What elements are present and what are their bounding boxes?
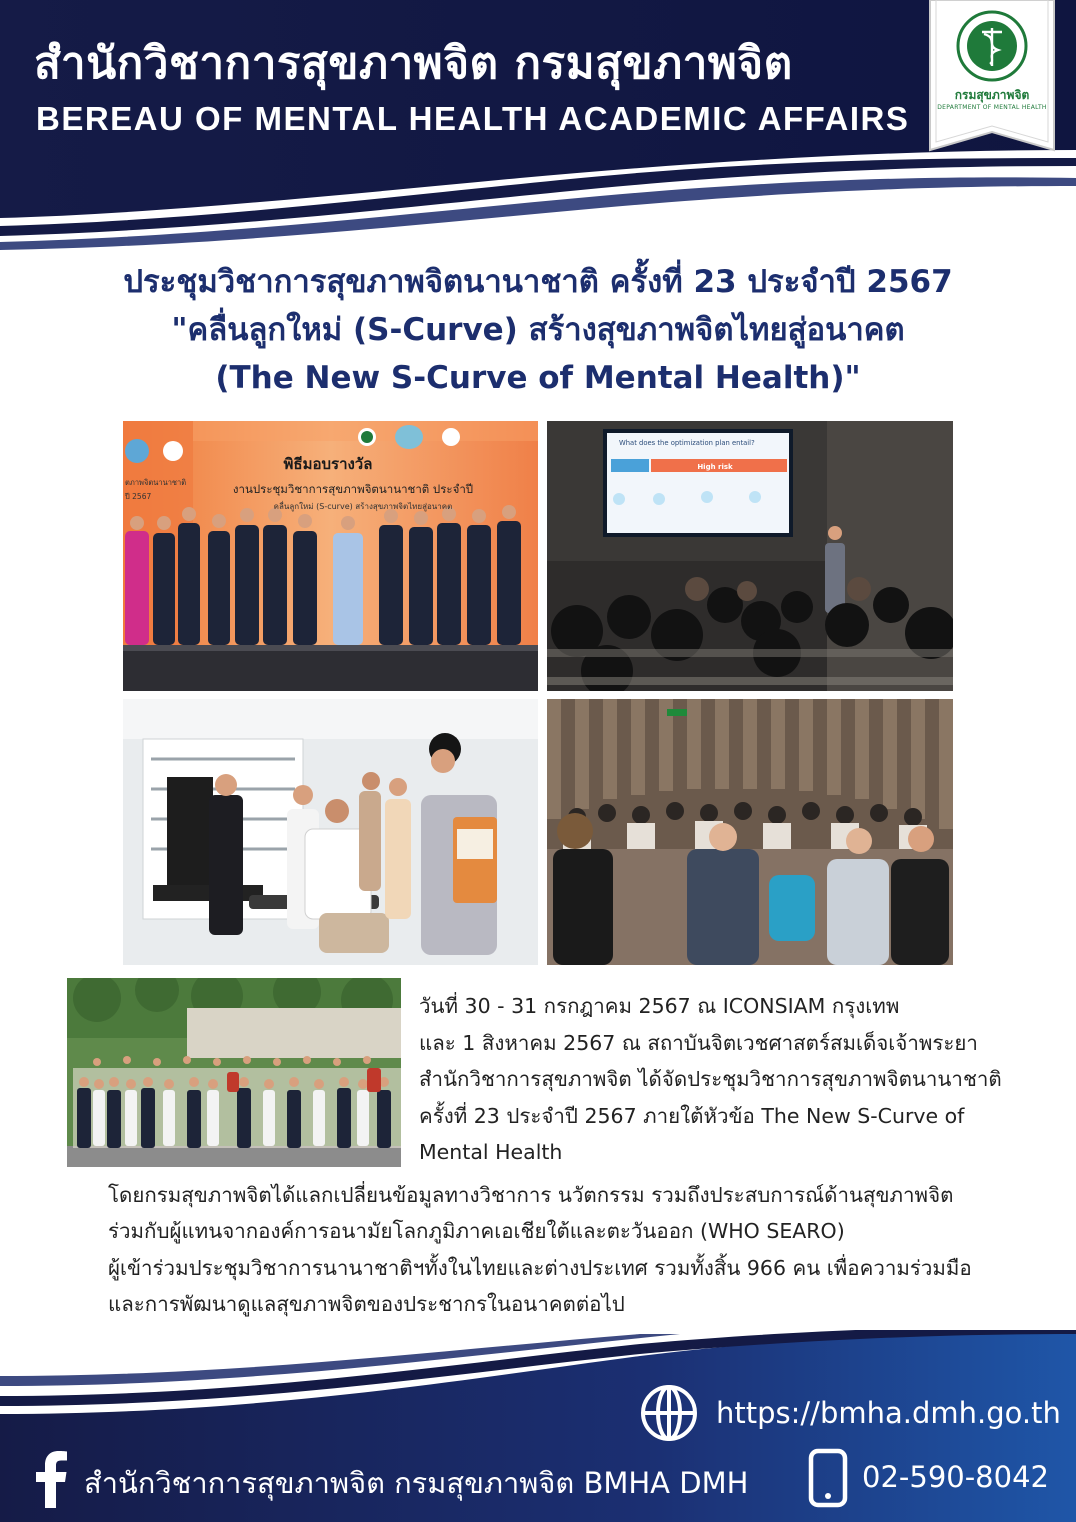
- photo-group-picture: [67, 978, 401, 1167]
- detail-line-3: ผู้เข้าร่วมประชุมวิชาการนานาชาติฯทั้งในไทยและต่างประเทศ รวมทั้งสิ้น 966 คน เพื่อความร่วมมือ: [108, 1255, 972, 1280]
- intro-paragraph: [419, 988, 1039, 1171]
- header-title-english: BEREAU OF MENTAL HEALTH ACADEMIC AFFAIRS: [36, 100, 910, 137]
- slide-title: What does the optimization plan entail?: [619, 439, 755, 447]
- intro-line-1: วันที่ 30 - 31 กรกฎาคม 2567 ณ ICONSIAM กรุงเทพ: [419, 994, 900, 1018]
- stage-side-line-1: ตภาพจิตนานาชาติ: [125, 478, 187, 487]
- photo-device-demonstration: [123, 699, 538, 965]
- stage-banner-title: พิธีมอบรางวัล: [283, 455, 373, 473]
- website-link[interactable]: https://bmha.dmh.go.th: [716, 1396, 1061, 1430]
- intro-line-3: สำนักวิชาการสุขภาพจิต ได้จัดประชุมวิชาการสุขภาพจิตนานาชาติ: [419, 1067, 1002, 1092]
- phone-number[interactable]: 02-590-8042: [862, 1460, 1049, 1494]
- department-logo: [926, 0, 1058, 158]
- phone-icon: [808, 1448, 848, 1512]
- photo-conference-audience: [547, 699, 953, 965]
- photo-award-ceremony: [123, 421, 538, 691]
- stage-banner-sub: คลื่นลูกใหม่ (S-curve) สร้างสุขภาพจิตไทยสู่อนาคต: [273, 502, 453, 511]
- stage-side-line-2: ปี 2567: [125, 492, 152, 501]
- stage-banner-line: งานประชุมวิชาการสุขภาพจิตนานาชาติ ประจำปี: [232, 482, 474, 496]
- photo-lecture-hall: [547, 421, 953, 691]
- globe-icon: [640, 1384, 698, 1446]
- intro-line-4: ครั้งที่ 23 ประจำปี 2567 ภายใต้หัวข้อ The New S-Curve of: [419, 1103, 965, 1128]
- headline-line-1: ประชุมวิชาการสุขภาพจิตนานาชาติ ครั้งที่ 23 ประจำปี 2567: [123, 264, 953, 300]
- logo-english-text: DEPARTMENT OF MENTAL HEALTH: [937, 104, 1047, 111]
- facebook-icon[interactable]: [32, 1450, 68, 1512]
- header-title-thai: สำนักวิชาการสุขภาพจิต กรมสุขภาพจิต: [34, 38, 793, 89]
- intro-line-5: Mental Health: [419, 1140, 563, 1165]
- headline-line-3: (The New S-Curve of Mental Health)": [215, 360, 861, 396]
- detail-line-1: โดยกรมสุขภาพจิตได้แลกเปลี่ยนข้อมูลทางวิชาการ นวัตกรรม รวมถึงประสบการณ์ด้านสุขภาพจิต: [108, 1183, 954, 1207]
- header: [0, 0, 1076, 250]
- logo-emblem-icon: [926, 0, 1058, 158]
- detail-line-4: และการพัฒนาดูแลสุขภาพจิตของประชากรในอนาคตต่อไป: [108, 1292, 625, 1317]
- slide-box-label: High risk: [697, 463, 733, 471]
- facebook-page-name[interactable]: สำนักวิชาการสุขภาพจิต กรมสุขภาพจิต BMHA DMH: [84, 1466, 749, 1500]
- headline: [60, 258, 1016, 402]
- intro-line-2: และ 1 สิงหาคม 2567 ณ สถาบันจิตเวชศาสตร์สมเด็จเจ้าพระยา: [419, 1030, 978, 1055]
- detail-paragraph: [108, 1177, 1038, 1323]
- detail-line-2: ร่วมกับผู้แทนจากองค์การอนามัยโลกภูมิภาคเอเชียใต้และตะวันออก (WHO SEARO): [108, 1219, 845, 1244]
- headline-line-2: "คลื่นลูกใหม่ (S-Curve) สร้างสุขภาพจิตไทยสู่อนาคต: [171, 312, 905, 348]
- logo-thai-text: กรมสุขภาพจิต: [954, 88, 1030, 102]
